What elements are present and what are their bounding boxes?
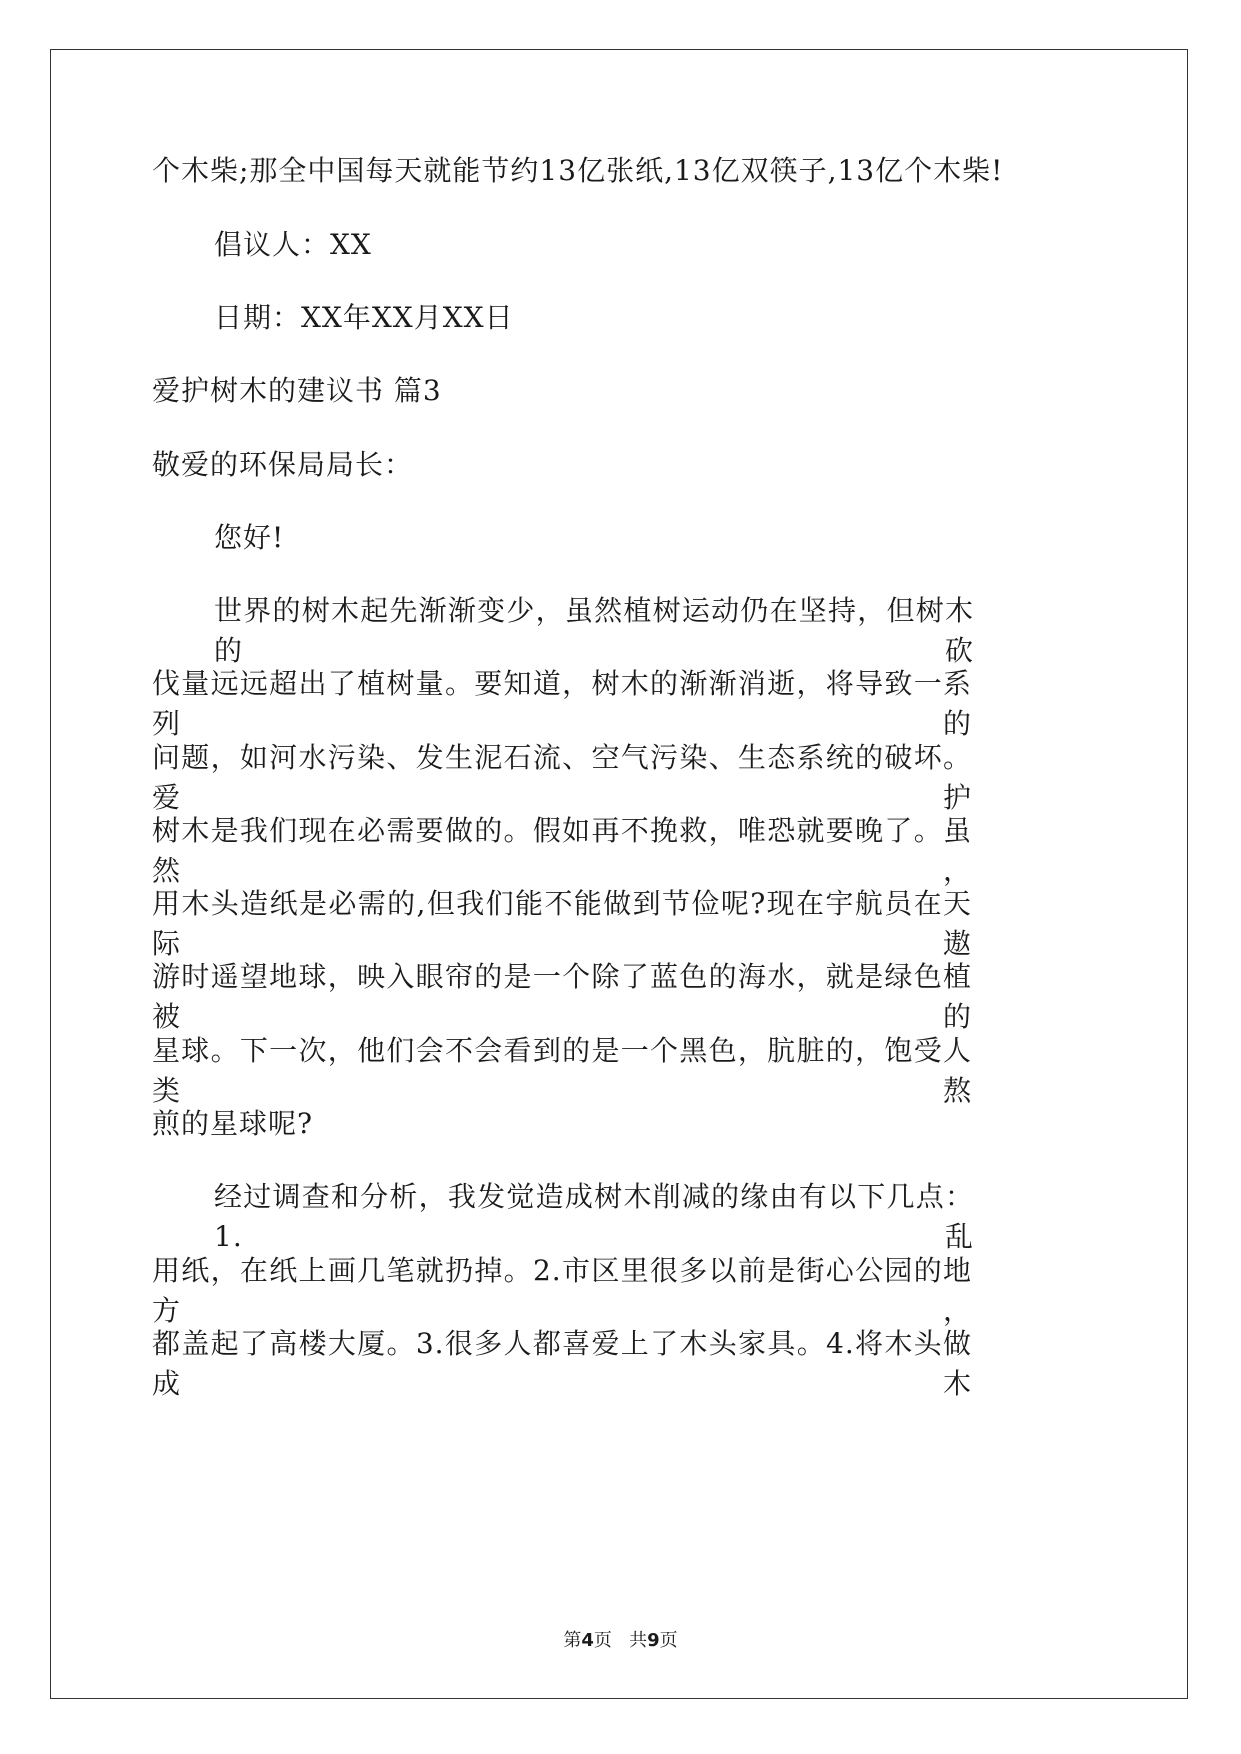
footer-mid: 页 共 [593, 1630, 648, 1651]
date-line: 日期：XX年XX月XX日 [214, 301, 514, 334]
paragraph-line: 用纸，在纸上画几笔就扔掉。2.市区里很多以前是街心公园的地方， [152, 1254, 972, 1327]
current-page-number: 4 [581, 1630, 594, 1651]
paragraph-line: 问题，如河水污染、发生泥石流、空气污染、生态系统的破坏。爱护 [152, 741, 972, 814]
paragraph-line: 世界的树木起先渐渐变少，虽然植树运动仍在坚持，但树木的砍 [214, 594, 974, 667]
salutation: 敬爱的环保局局长： [152, 448, 414, 481]
footer-prefix: 第 [563, 1630, 582, 1651]
paragraph-line: 树木是我们现在必需要做的。假如再不挽救，唯恐就要晚了。虽然， [152, 814, 972, 887]
paragraph-line: 都盖起了高楼大厦。3.很多人都喜爱上了木头家具。4.将木头做成木 [152, 1327, 972, 1400]
paragraph-line: 星球。下一次，他们会不会看到的是一个黑色，肮脏的，饱受人类熬 [152, 1034, 972, 1107]
paragraph-line: 用木头造纸是必需的,但我们能不能做到节俭呢?现在宇航员在天际遨 [152, 887, 972, 960]
footer-suffix: 页 [659, 1630, 678, 1651]
total-page-number: 9 [647, 1630, 660, 1651]
proposer-line: 倡议人：XX [214, 228, 372, 261]
section-title: 爱护树木的建议书 篇3 [152, 374, 442, 407]
text-line-1: 个木柴;那全中国每天就能节约13亿张纸,13亿双筷子,13亿个木柴! [152, 154, 1004, 187]
paragraph-line: 煎的星球呢? [152, 1107, 314, 1140]
page-footer [0, 1626, 1241, 1652]
paragraph-line: 游时遥望地球，映入眼帘的是一个除了蓝色的海水，就是绿色植被的 [152, 960, 972, 1033]
greeting: 您好! [214, 521, 285, 554]
paragraph-line: 伐量远远超出了植树量。要知道，树木的渐渐消逝，将导致一系列的 [152, 667, 972, 740]
paragraph-line: 经过调查和分析，我发觉造成树木削减的缘由有以下几点：1.乱 [214, 1180, 974, 1253]
